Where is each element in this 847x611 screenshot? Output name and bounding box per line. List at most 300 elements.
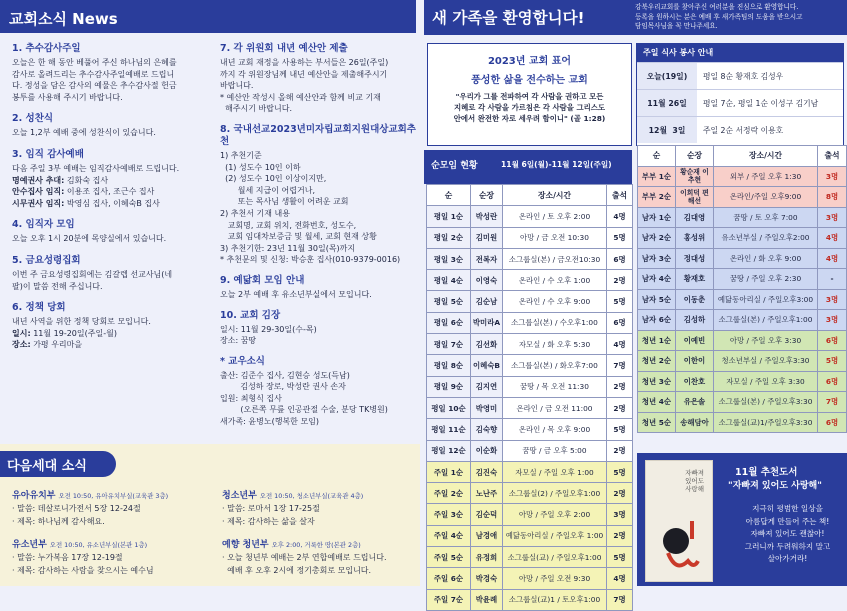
table-cell: 노난주 [471, 483, 503, 504]
table-cell: 평일 9순 [427, 376, 471, 397]
news-line: 이번 주 금요성령집회에는 김갈렙 선교사님(네 [12, 269, 173, 279]
next-gen-block-name: 유아유치부 [12, 491, 56, 501]
table-cell: 4명 [818, 248, 847, 269]
news-detail [12, 339, 212, 351]
small-group-title: 순모임 현황 [431, 161, 478, 171]
news-detail-label: 일시: [12, 328, 31, 338]
news-item-title: 5. 금요성령집회 [12, 254, 81, 266]
table-cell: 소그룹실(본) / 수오후1:00 [503, 312, 607, 333]
next-gen-block [12, 483, 212, 527]
news-detail [12, 198, 212, 210]
lunch-team: 주일 2순 서정락 이용호 [703, 125, 784, 135]
table-cell: 6명 [818, 330, 847, 351]
table-cell: 남자 2순 [638, 228, 676, 249]
table-row [427, 461, 633, 482]
book-cover-line: 있어도 [685, 477, 704, 485]
news-detail-text: 박영심 집사, 이혜숙B 집사 [64, 198, 160, 208]
table-row [638, 371, 847, 392]
table-cell: 박윤례 [471, 589, 503, 610]
table-row [427, 483, 633, 504]
table-cell: 유정희 [471, 547, 503, 568]
next-gen-block-header [12, 483, 212, 502]
news-detail-text: 이용조 집사, 조근수 집사 [64, 187, 155, 197]
motto-verse-line: 지혜로 각 사람을 가르침은 각 사람을 그리스도 [453, 103, 606, 112]
table-row [638, 228, 847, 249]
welcome-message [635, 3, 845, 32]
table-cell: 6명 [818, 412, 847, 433]
table-cell: 유소년부실 / 주일오후2:00 [714, 228, 818, 249]
table-cell: 자모실 / 주일 오후 1:00 [503, 461, 607, 482]
table-cell: 2명 [607, 397, 633, 418]
table-row [638, 310, 847, 331]
table-row [638, 392, 847, 413]
table-row [427, 206, 633, 227]
news-item-body [12, 163, 212, 209]
table-row [427, 227, 633, 248]
table-cell: 아망 / 주일 오후 2:00 [503, 504, 607, 525]
table-cell: 주일 3순 [427, 504, 471, 525]
news-column-1 [12, 43, 212, 361]
news-item-title: * 교우소식 [220, 355, 265, 367]
table-cell: 2명 [607, 270, 633, 291]
news-item [12, 113, 212, 139]
table-cell: 주일 4순 [427, 525, 471, 546]
table-cell: 평일 2순 [427, 227, 471, 248]
news-item [12, 219, 212, 245]
book-cover-line: 자빠져 [685, 469, 704, 477]
table-cell: 청년 3순 [638, 371, 676, 392]
table-cell: 주일 5순 [427, 547, 471, 568]
table-cell: 박미라A [471, 312, 503, 333]
news-item-title: 6. 정책 당회 [12, 302, 66, 314]
next-gen-line: · 제목: 감사하는 사람을 찾으시는 예수님 [12, 565, 154, 575]
news-line: * 추천문의 및 신청: 박승훈 집사(010-9379-0016) [220, 255, 401, 265]
book-description [730, 503, 845, 566]
table-cell: 예닮동아리실 / 주일오후 1:00 [503, 525, 607, 546]
table-cell: 김진숙 [471, 461, 503, 482]
welcome-line: 강북우리교회를 찾아주신 여러분을 진심으로 환영합니다. [635, 3, 799, 11]
news-line: 다음 주일 3부 예배는 임직감사예배로 드립니다. [12, 163, 180, 173]
table-cell: 평일 5순 [427, 291, 471, 312]
welcome-line: 담임목사님을 꼭 만나주세요. [635, 22, 718, 30]
table-cell: 5명 [607, 291, 633, 312]
news-line: 감사로 올려드리는 추수감사주일예배로 드립니 [12, 69, 175, 79]
news-item-body [220, 57, 420, 115]
table-row [427, 312, 633, 333]
table-cell: 3명 [818, 289, 847, 310]
news-item-body [12, 316, 212, 351]
table-cell: 꿈땅 / 금 오후 5:00 [503, 440, 607, 461]
news-detail [12, 328, 212, 340]
table-cell: 예닮동아리실 / 주일오후3:00 [714, 289, 818, 310]
table-row [638, 330, 847, 351]
table-cell: 이희덕 편해선 [676, 187, 714, 208]
news-line: (2) 성도수 10인 이상이지만, [220, 174, 327, 184]
next-gen-line: · 오늘 청년부 예배는 2부 연합예배로 드립니다. [222, 553, 387, 562]
table-cell: 온라인 / 화 오후 9:00 [714, 248, 818, 269]
table-cell: 평일 1순 [427, 206, 471, 227]
next-gen-block-time: 오전 10:50, 유아유치부실(교육관 3층) [58, 492, 169, 500]
news-line: 출산: 김준수 집사, 김현승 성도(득남) [220, 370, 350, 380]
news-line: 1) 추천기준 [220, 150, 262, 160]
table-cell: 2명 [607, 376, 633, 397]
next-gen-title: 다음세대 소식 [7, 459, 87, 474]
table-row [427, 376, 633, 397]
news-line: 교회명, 교회 위치, 전화번호, 성도수, [220, 220, 357, 230]
table-cell: 김지연 [471, 376, 503, 397]
table-row [427, 248, 633, 269]
news-line: (1) 성도수 10인 이하 [220, 162, 301, 172]
news-line: 또는 목사님 생활이 어려운 교회 [220, 197, 349, 207]
news-item-body [12, 269, 212, 292]
table-cell: 소그룹실(교) / 주일오후1:00 [503, 547, 607, 568]
table-row [427, 440, 633, 461]
news-item [12, 43, 212, 103]
news-item-body [12, 127, 212, 139]
news-line: 내년 사역을 위한 정책 당회로 모입니다. [12, 317, 151, 327]
table-cell: 소그룹실(교)1 / 토오후1:00 [503, 589, 607, 610]
lunch-team: 평일 7순, 평일 1순 이성구 김기남 [703, 98, 819, 108]
table-cell: 3명 [818, 166, 847, 187]
table-cell: 5명 [607, 461, 633, 482]
news-item [220, 310, 420, 347]
next-gen-block-time: 오전 10:50, 청소년부실(교육관 4층) [259, 492, 364, 500]
table-cell: 김순남 [471, 291, 503, 312]
news-detail-text: 김화숙 집사 [64, 175, 109, 185]
book-line: 살아가거라! [767, 554, 808, 563]
table-cell: 남자 6순 [638, 310, 676, 331]
welcome-line: 등록을 원하시는 분은 예배 후 새가족팀의 도움을 받으시고 [635, 12, 803, 21]
table-cell: 4명 [607, 568, 633, 589]
table-cell: 청소년부실 / 주일오후3:30 [714, 351, 818, 372]
table-cell: 주일 7순 [427, 589, 471, 610]
table-cell: 소그룹실(교)1/주일오후3:30 [714, 412, 818, 433]
motto-verse-line: 안에서 완전한 자로 세우려 함이니" (골 1:28) [453, 114, 606, 123]
table-cell: 부부 2순 [638, 187, 676, 208]
table-cell: 온라인 / 수 오후 9:00 [503, 291, 607, 312]
table-row [638, 248, 847, 269]
lunch-row [637, 89, 843, 116]
table-cell: 외부 / 주일 오후 1:30 [714, 166, 818, 187]
table-header-cell: 순장 [471, 185, 503, 206]
news-title: 교회소식 News [9, 10, 118, 28]
table-cell: 3명 [607, 504, 633, 525]
table-header-cell: 출석 [607, 185, 633, 206]
next-gen-block-time: 오후 2:00, 거룩한 땅(본관 2층) [271, 541, 361, 549]
news-line: 오늘 2부 예배 후 유소년부실에서 모입니다. [220, 289, 372, 299]
table-cell: 6명 [607, 312, 633, 333]
next-gen-block-name: 청소년부 [222, 491, 257, 501]
table-cell: 꿈땅 / 목 오전 11:30 [503, 376, 607, 397]
welcome-title: 새 가족을 환영합니다! [432, 9, 585, 27]
table-cell: 김선화 [471, 334, 503, 355]
next-gen-block-time: 오전 10:50, 유소년부실(본관 1층) [49, 541, 148, 549]
lunch-title: 주일 식사 봉사 안내 [637, 44, 843, 62]
next-gen-line: · 말씀: 데살로니가전서 5장 12-24절 [12, 504, 141, 513]
news-line: 해주시기 바랍니다. [220, 104, 292, 114]
table-cell: 청년 2순 [638, 351, 676, 372]
table-cell: 이혜숙B [471, 355, 503, 376]
table-cell: 이순화 [471, 440, 503, 461]
news-item [12, 302, 212, 351]
table-cell: 2명 [607, 525, 633, 546]
next-gen-line: · 제목: 하나님께 감사해요. [12, 516, 105, 526]
table-cell: 이찬호 [676, 371, 714, 392]
table-cell: 소그룹실(본) / 화오후7:00 [503, 355, 607, 376]
book-cover-image [645, 460, 713, 582]
motto-box [427, 43, 632, 146]
table-cell: 2명 [607, 483, 633, 504]
news-detail [12, 175, 212, 187]
news-line: 오늘 오후 1시 20분에 목양실에서 있습니다. [12, 234, 167, 244]
table-cell: 온라인 / 토 오후 2:00 [503, 206, 607, 227]
news-item-body [12, 233, 212, 245]
table-cell: 주일 2순 [427, 483, 471, 504]
table-cell: 소그룹실(본) / 금오전10:30 [503, 248, 607, 269]
news-line: 입원: 최형식 집사 [220, 393, 282, 403]
news-item-title: 9. 예닮회 모임 안내 [220, 274, 305, 286]
table-cell: 김대영 [676, 207, 714, 228]
table-cell: 남경애 [471, 525, 503, 546]
table-cell: 홍성위 [676, 228, 714, 249]
book-line: 지극히 평범한 일상을 [752, 504, 823, 513]
table-header-cell: 순 [638, 146, 676, 167]
next-gen-block-header [12, 532, 212, 551]
news-detail-text: 가평 우리마을 [30, 340, 83, 350]
table-cell: 5명 [607, 547, 633, 568]
table-cell: 평일 3순 [427, 248, 471, 269]
table-cell: 남자 1순 [638, 207, 676, 228]
motto-title: 풍성한 삶을 전수하는 교회 [471, 75, 588, 86]
table-cell: 부부 1순 [638, 166, 676, 187]
table-row [638, 207, 847, 228]
table-cell: 평일 11순 [427, 419, 471, 440]
table-cell: 4명 [607, 206, 633, 227]
news-item-body [220, 370, 420, 428]
table-cell: - [818, 269, 847, 290]
table-header-cell: 장소/시간 [714, 146, 818, 167]
table-cell: 이예빈 [676, 330, 714, 351]
table-cell: 5명 [607, 419, 633, 440]
table-cell: 온라인/주일 오후9:00 [714, 187, 818, 208]
table-cell: 소그룹실(본) / 주일오후3:30 [714, 392, 818, 413]
table-cell: 황순재 이추현 [676, 166, 714, 187]
table-cell: 이한이 [676, 351, 714, 372]
table-cell: 김숙향 [471, 419, 503, 440]
book-line: 아름답게 만들어 주는 책! [745, 516, 830, 526]
table-cell: 꿈땅 / 토 오후 7:00 [714, 207, 818, 228]
table-cell: 4명 [607, 334, 633, 355]
next-gen-block [222, 532, 422, 576]
news-item [12, 149, 212, 209]
table-cell: 청년 1순 [638, 330, 676, 351]
table-cell: 황재호 [676, 269, 714, 290]
news-line: 오늘 1,2부 예배 중에 성찬식이 있습니다. [12, 128, 156, 138]
table-cell: 소그룹실(2) / 주일오후1:00 [503, 483, 607, 504]
table-header-cell: 순 [427, 185, 471, 206]
table-cell: 자모실 / 주일 오후 3:30 [714, 371, 818, 392]
news-line: 월세 지급이 어렵거나, [220, 185, 315, 195]
book-cover-line: 사랑해 [685, 485, 704, 493]
lunch-date: 11월 26일 [637, 90, 697, 116]
lunch-date: 12월 3일 [637, 117, 697, 143]
table-row [427, 525, 633, 546]
news-detail-label: 시무권사 임직: [12, 198, 65, 208]
motto-verse [428, 91, 631, 124]
table-row [427, 419, 633, 440]
news-item [220, 124, 420, 266]
table-cell: 김순덕 [471, 504, 503, 525]
table-header-row [638, 146, 847, 167]
table-cell: 박경숙 [471, 568, 503, 589]
news-line: 까지 각 위원장님께 내년 예산안을 제출해주시기 [220, 69, 388, 79]
news-line: * 예산안 작성시 올해 예산안과 함께 비교 기재 [220, 92, 381, 102]
table-cell: 2명 [607, 440, 633, 461]
news-line: 2) 추천서 기재 내용 [220, 208, 290, 218]
lunch-row [637, 62, 843, 89]
lunch-date: 오늘(19일) [637, 63, 697, 89]
lunch-row [637, 116, 843, 143]
news-line: 교회 임대차보증금 및 월세, 교회 현재 상황 [220, 232, 377, 242]
news-detail-label: 장소: [12, 340, 31, 350]
table-cell: 온라인 / 수 오후 1:00 [503, 270, 607, 291]
news-item-body [220, 289, 420, 301]
table-cell: 자모실 / 화 오후 5:30 [503, 334, 607, 355]
lunch-rows [637, 62, 843, 143]
table-row [638, 351, 847, 372]
motto-verse-line: "우리가 그를 전파하여 각 사람을 권하고 모든 [455, 92, 604, 101]
table-row [638, 166, 847, 187]
news-detail [12, 186, 212, 198]
table-cell: 5명 [818, 351, 847, 372]
small-group-table-left [426, 184, 633, 611]
table-cell: 주일 6순 [427, 568, 471, 589]
news-item-title: 8. 국내선교2023년미자립교회지원대상교회추천 [220, 123, 416, 147]
book-cover-illustration [646, 461, 714, 583]
table-row [427, 568, 633, 589]
lunch-team: 평일 8순 황재호 김성우 [703, 71, 784, 81]
table-cell: 7명 [607, 355, 633, 376]
news-item-title: 10. 교회 김장 [220, 309, 281, 321]
table-cell: 4명 [818, 228, 847, 249]
table-cell: 5명 [607, 227, 633, 248]
next-gen-block-header [222, 532, 422, 551]
table-cell: 평일 4순 [427, 270, 471, 291]
news-item-body [220, 150, 420, 266]
next-gen-block-name: 예향 청년부 [222, 540, 269, 550]
news-detail-text: 11월 19-20일(주일-월) [30, 328, 117, 338]
table-row [427, 504, 633, 525]
table-cell: 아망 / 주일 오전 9:30 [503, 568, 607, 589]
news-item-title: 1. 추수감사주일 [12, 43, 81, 54]
news-line: 봉투를 사용해 주시기 바랍니다. [12, 92, 123, 102]
news-line: 내년 교회 재정을 사용하는 부서들은 26일(주일) [220, 58, 389, 67]
news-detail-label: 명예권사 추대: [12, 175, 65, 185]
table-cell: 6명 [818, 371, 847, 392]
book-name: "자빠져 있어도 사랑해" [728, 481, 822, 491]
table-header-cell: 순장 [676, 146, 714, 167]
news-item [12, 255, 212, 292]
next-gen-line: · 말씀: 로마서 1장 17-25절 [222, 504, 320, 513]
table-row [427, 355, 633, 376]
table-cell: 아망 / 금 오전 10:30 [503, 227, 607, 248]
table-cell: 7명 [607, 589, 633, 610]
news-detail-label: 안수집사 임직: [12, 187, 65, 197]
book-line: 그러니까 두려워하지 말고 [744, 541, 831, 551]
news-item-body [220, 324, 420, 347]
next-gen-line: · 말씀: 누가복음 17장 12-19절 [12, 553, 123, 562]
table-cell: 김성하 [676, 310, 714, 331]
news-line: 장소: 꿈땅 [220, 336, 257, 346]
small-group-table-right [637, 145, 847, 433]
table-row [427, 397, 633, 418]
table-row [427, 291, 633, 312]
news-line: 팔)이 말씀 전해 주십니다. [12, 281, 103, 291]
news-column-2 [220, 43, 420, 437]
news-item [220, 43, 420, 115]
news-line: (오른쪽 무릎 인공관절 수술, 분당 TK병원) [220, 405, 388, 415]
news-item [220, 356, 420, 428]
motto-year: 2023년 교회 표어 [487, 56, 572, 67]
news-line: 바랍니다. [220, 81, 254, 91]
table-cell: 아망 / 주일 오후 3:30 [714, 330, 818, 351]
news-line: 새가족: 윤병노(행복한 모임) [220, 417, 320, 427]
book-title: 11월 추천도서 [735, 467, 798, 478]
table-cell: 주일 1순 [427, 461, 471, 482]
table-cell: 3명 [818, 310, 847, 331]
table-cell: 6명 [607, 248, 633, 269]
table-cell: 청년 4순 [638, 392, 676, 413]
news-line: 김성하 장로, 박성란 권사 손자 [220, 382, 346, 392]
book-line: 자빠져 있어도 괜찮아! [750, 529, 825, 538]
table-cell: 박영미 [471, 397, 503, 418]
next-gen-block [12, 532, 212, 576]
table-cell: 3명 [818, 207, 847, 228]
table-cell: 남자 4순 [638, 269, 676, 290]
table-cell: 남자 5순 [638, 289, 676, 310]
table-cell: 7명 [818, 392, 847, 413]
table-row [638, 412, 847, 433]
table-row [427, 334, 633, 355]
next-gen-line: 예배 후 오후 2시에 정기총회로 모입니다. [222, 565, 372, 575]
news-item-title: 7. 각 위원회 내년 예산안 제출 [220, 43, 348, 54]
news-item [220, 275, 420, 301]
table-cell: 평일 7순 [427, 334, 471, 355]
next-gen-block-header [222, 483, 422, 502]
table-cell: 남자 3순 [638, 248, 676, 269]
table-cell: 꿈땅 / 주일 오후 2:30 [714, 269, 818, 290]
table-cell: 평일 6순 [427, 312, 471, 333]
table-cell: 평일 10순 [427, 397, 471, 418]
table-cell: 소그룹실(본) / 주일오후1:00 [714, 310, 818, 331]
table-cell: 이영숙 [471, 270, 503, 291]
table-header-row [427, 185, 633, 206]
table-cell: 평일 8순 [427, 355, 471, 376]
next-gen-line: · 제목: 감사하는 삶을 살자 [222, 516, 315, 526]
table-row [638, 289, 847, 310]
table-cell: 송해담아 [676, 412, 714, 433]
news-item-title: 4. 임직자 모임 [12, 219, 75, 231]
table-cell: 전복자 [471, 248, 503, 269]
small-group-period: 11월 6일(월)-11월 12일(주일) [501, 160, 612, 169]
table-cell: 정대성 [676, 248, 714, 269]
lunch-box [636, 43, 844, 146]
table-header-cell: 장소/시간 [503, 185, 607, 206]
table-cell: 청년 5순 [638, 412, 676, 433]
news-line: 일시: 11월 29-30일(수-목) [220, 324, 317, 334]
news-item-body [12, 57, 212, 103]
table-cell: 온라인 / 금 오전 11:00 [503, 397, 607, 418]
